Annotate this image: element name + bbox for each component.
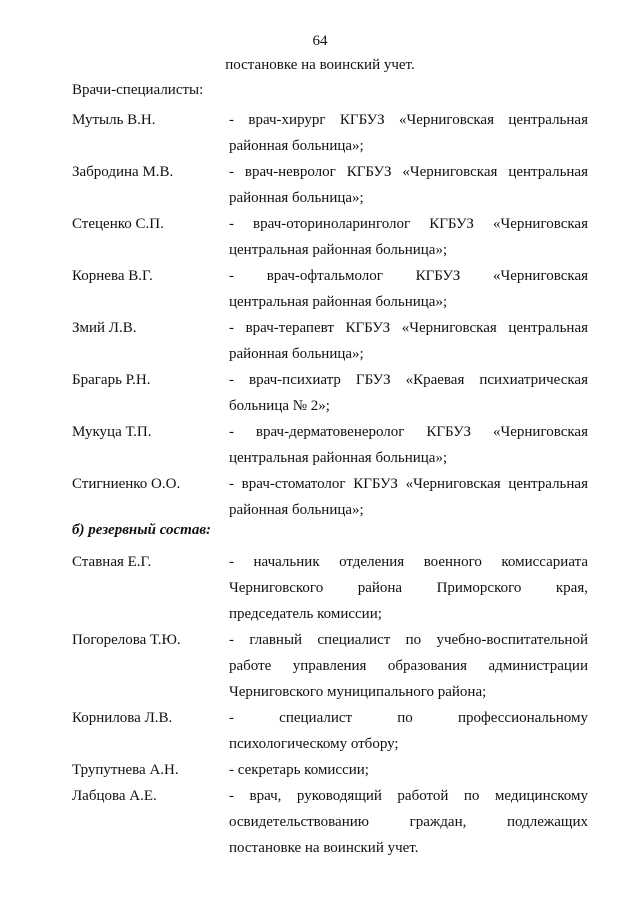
member-role [229,315,588,367]
role-line: Черниговского муниципального района; [229,684,487,700]
role-line: больница № 2»; [229,398,330,414]
role-line: районная больница»; [229,346,364,362]
role-line: - врач-хирург КГБУЗ «Черниговская центральная [229,112,588,128]
member-name: Трупутнева А.Н. [72,762,179,778]
role-line: центральная районная больница»; [229,450,448,466]
role-line: постановке на воинский учет. [229,840,419,856]
role-line: районная больница»; [229,502,364,518]
member-name: Лабцова А.Е. [72,788,157,804]
role-line: председатель комиссии; [229,606,382,622]
member-name: Корнева В.Г. [72,268,153,284]
role-line: - врач, руководящий работой по медицинскому [229,788,588,804]
member-role [229,783,588,861]
member-name: Мукуца Т.П. [72,424,152,440]
member-name: Погорелова Т.Ю. [72,632,181,648]
role-line: центральная районная больница»; [229,242,448,258]
role-line: - врач-стоматолог КГБУЗ «Черниговская центральная [229,476,588,492]
role-line: - начальник отделения военного комиссариата [229,554,588,570]
member-role [229,471,588,523]
role-line: - специалист по профессиональному [229,710,588,726]
role-line: - врач-психиатр ГБУЗ «Краевая психиатрическая [229,372,588,388]
role-line: - врач-оториноларинголог КГБУЗ «Черниговская [229,216,588,232]
role-line: работе управления образования администрации [229,658,588,674]
member-name: Мутыль В.Н. [72,112,156,128]
member-role [229,211,588,263]
role-line: - врач-терапевт КГБУЗ «Черниговская центральная [229,320,588,336]
member-role [229,757,588,783]
member-name: Брагарь Р.Н. [72,372,151,388]
role-line: - врач-дерматовенеролог КГБУЗ «Черниговская [229,424,588,440]
member-name: Ставная Е.Г. [72,554,152,570]
member-name: Стеценко С.П. [72,216,164,232]
role-line: районная больница»; [229,190,364,206]
role-line: освидетельствованию граждан, подлежащих [229,814,588,830]
role-line: - врач-офтальмолог КГБУЗ «Черниговская [229,268,588,284]
member-name: Забродина М.В. [72,164,174,180]
role-line: Черниговского района Приморского края, [229,580,588,596]
member-role [229,367,588,419]
member-role [229,705,588,757]
role-line: районная больница»; [229,138,364,154]
member-name: Стигниенко О.О. [72,476,181,492]
member-role [229,549,588,627]
role-line: психологическому отбору; [229,736,399,752]
page-number: 64 [312,33,328,49]
continuation-text: постановке на воинский учет. [225,57,415,73]
member-name: Змий Л.В. [72,320,137,336]
member-name: Корнилова Л.В. [72,710,173,726]
member-role [229,107,588,159]
role-line: - секретарь комиссии; [229,762,369,778]
member-role [229,159,588,211]
reserve-heading: б) резервный состав: [72,522,212,538]
specialists-heading: Врачи-специалисты: [72,82,204,98]
role-line: - врач-невролог КГБУЗ «Черниговская центральная [229,164,588,180]
member-role [229,419,588,471]
role-line: - главный специалист по учебно-воспитательной [229,632,588,648]
role-line: центральная районная больница»; [229,294,448,310]
member-role [229,263,588,315]
member-role [229,627,588,705]
